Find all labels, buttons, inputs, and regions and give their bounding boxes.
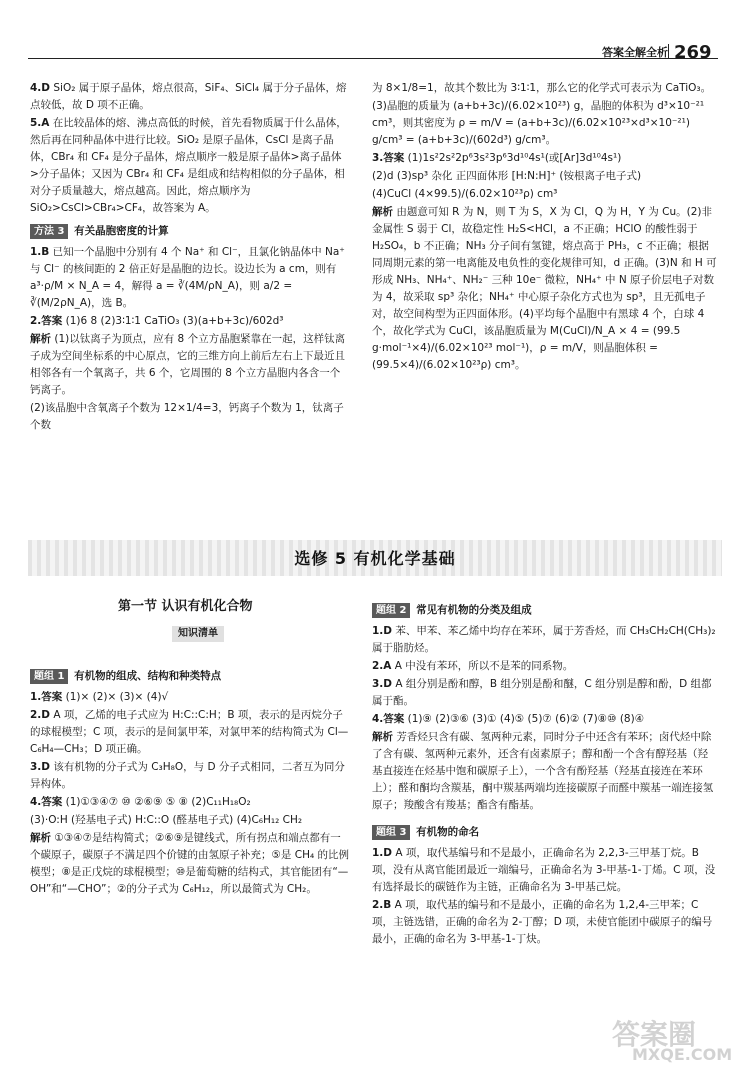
answer-text: 已知一个晶胞中分别有 4 个 Na⁺ 和 Cl⁻，且氯化钠晶体中 Na⁺ 与 Cl⁻ 的核间距的 2 倍正好是晶胞的边长。设边长为 a cm，则有 a³·ρ/M × N_A = 4，解得 a = ∛(4M/ρN_A)，则 a/2 = ∛(M/2ρN_A)，选 B。 bbox=[30, 246, 345, 309]
answer-item bbox=[372, 845, 718, 896]
answer-list bbox=[372, 80, 718, 374]
answer-item bbox=[372, 150, 718, 167]
page-header bbox=[0, 0, 750, 66]
chapter-title: 选修 5 有机化学基础 bbox=[294, 549, 456, 568]
answer-label: 1.D bbox=[372, 625, 393, 637]
header-label: 答案全解全析 bbox=[602, 46, 668, 59]
group-heading bbox=[30, 668, 350, 685]
answer-label: 1.B bbox=[30, 246, 50, 258]
answer-text: 在比较晶体的熔、沸点高低的时候，首先看物质属于什么晶体，然后再在同种晶体中进行比较。SiO₂ 是原子晶体，CsCl 是离子晶体，CBr₄ 和 CF₄ 是分子晶体，熔点顺序一般是原子晶体>离子晶体>分子晶体；又因为 CBr₄ 和 CF₄ 是组成和结构相似的分子晶体，相对分子质量越大，熔点越高。因此，熔点顺序为 SiO₂>CsCl>CBr₄>CF₄，故答案为 A。 bbox=[30, 117, 347, 214]
answer-text: (1)以钛离子为顶点，应有 8 个立方晶胞紧靠在一起，这样钛离子成为空间坐标系的中心原点，它的三维方向上前后左右上下最近且相邻各有一个氧离子，共 6 个，它周围的 8 个立方晶胞内各含一个钙离子。 bbox=[30, 333, 346, 396]
answer-item bbox=[30, 331, 350, 399]
answer-label: 2.D bbox=[30, 709, 51, 721]
section-tag: 知识清单 bbox=[172, 626, 224, 642]
answer-text: (3)·O:H (羟基电子式) H:C::O (醛基电子式) (4)C₆H₁₂ CH₂ bbox=[30, 814, 303, 826]
answer-text: A 项，取代基编号和不是最小，正确命名为 2,2,3-三甲基丁烷。B 项，没有从离官能团最近一端编号，正确命名为 3-甲基-1-丁烯。C 项，没有选择最长的碳链作为主链，正确命名为 3-甲基己烷。 bbox=[372, 847, 716, 893]
watermark-url: MXQE.COM bbox=[632, 1045, 733, 1064]
answer-text: A 中没有苯环，所以不是苯的同系物。 bbox=[394, 660, 574, 672]
method-heading bbox=[30, 223, 350, 240]
group-chip: 题组 2 bbox=[372, 603, 410, 618]
answer-text: ①③④⑦是结构简式；②⑥⑨是键线式，所有拐点和端点都有一个碳原子，碳原子不满足四个价键的由氢原子补充；⑤是 CH₄ 的比例模型；⑧是正戊烷的球棍模型；⑩是葡萄糖的结构式，其官能团有“—OH”和“—CHO”；②的分子式为 C₆H₁₂，所以最简式为 CH₂。 bbox=[30, 832, 350, 895]
group-title: 有机物的命名 bbox=[416, 826, 480, 838]
section-title: 第一节 认识有机化合物 bbox=[118, 599, 253, 614]
answer-label: 解析 bbox=[372, 206, 393, 218]
group-heading bbox=[372, 824, 718, 841]
answer-text: (1)6 8 (2)3∶1∶1 CaTiO₃ (3)(a+b+3c)/602d³ bbox=[65, 315, 284, 327]
answer-item bbox=[372, 98, 718, 149]
header-rule bbox=[28, 58, 718, 59]
answer-label: 解析 bbox=[372, 731, 393, 743]
answer-label: 1.答案 bbox=[30, 691, 63, 703]
answer-item bbox=[372, 204, 718, 374]
answer-label: 3.D bbox=[30, 761, 51, 773]
answer-item bbox=[372, 658, 718, 675]
answer-text: 芳香烃只含有碳、氢两种元素，同时分子中还含有苯环；卤代烃中除了含有碳、氢两种元素外，还含有卤素原子；醇和酚一个含有醇羟基（羟基直接连在烃基中饱和碳原子上），一个含有酚羟基（羟基直接连在苯环上）；醛和酮均含羰基，酮中羰基两端均连接碳原子而醛中羰基一端连接氢原子；羧酸含有羧基；酯含有酯基。 bbox=[372, 731, 714, 811]
group-title: 有机物的组成、结构和种类特点 bbox=[74, 670, 222, 682]
answer-text: (2)该晶胞中含氧离子个数为 12×1/4=3，钙离子个数为 1，钛离子个数 bbox=[30, 402, 344, 431]
answer-item bbox=[372, 711, 718, 728]
group-chip: 题组 3 bbox=[372, 825, 410, 840]
watermark-logo: 答案圈 bbox=[612, 1018, 697, 1051]
answer-text: (3)晶胞的质量为 (a+b+3c)/(6.02×10²³) g，晶胞的体积为 d³×10⁻²¹ cm³，则其密度为 ρ = m/V = (a+b+3c)/(6.02×10²³×d³×10⁻²¹) g/cm³ = (a+b+3c)/(602d³) g/cm³。 bbox=[372, 100, 705, 146]
answer-label: 解析 bbox=[30, 333, 51, 345]
answer-item bbox=[30, 244, 350, 312]
answer-list bbox=[372, 845, 718, 948]
answer-text: (1)× (2)× (3)× (4)√ bbox=[65, 691, 169, 703]
answer-item bbox=[372, 729, 718, 814]
group-heading bbox=[372, 602, 718, 619]
answer-item bbox=[372, 623, 718, 657]
answer-list bbox=[30, 80, 350, 217]
left-column-bottom bbox=[30, 662, 350, 1062]
answer-list bbox=[30, 689, 350, 898]
answer-item bbox=[30, 400, 350, 434]
answer-item bbox=[30, 707, 350, 758]
answer-item bbox=[372, 897, 718, 948]
answer-label: 2.B bbox=[372, 899, 392, 911]
answer-label: 1.D bbox=[372, 847, 393, 859]
group-title: 常见有机物的分类及组成 bbox=[416, 604, 532, 616]
answer-text: A 项，乙烯的电子式应为 H:C::C:H；B 项，表示的是丙烷分子的球棍模型；C 项，表示的是间氯甲苯，对氯甲苯的结构简式为 Cl—C₆H₄—CH₃；D 项正确。 bbox=[30, 709, 349, 755]
answer-item bbox=[30, 794, 350, 811]
answer-text: 该有机物的分子式为 C₃H₈O，与 D 分子式相同，二者互为同分异构体。 bbox=[30, 761, 345, 790]
group-chip: 题组 1 bbox=[30, 669, 68, 684]
answer-label: 3.答案 bbox=[372, 152, 405, 164]
answer-item bbox=[372, 80, 718, 97]
answer-label: 5.A bbox=[30, 117, 50, 129]
answer-list bbox=[372, 623, 718, 814]
answer-text: 为 8×1/8=1，故其个数比为 3∶1∶1，那么它的化学式可表示为 CaTiO₃。 bbox=[372, 82, 712, 94]
answer-text: (1)⑨ (2)③⑥ (3)① (4)⑤ (5)⑦ (6)② (7)⑧⑩ (8)④ bbox=[407, 713, 645, 725]
answer-item bbox=[30, 80, 350, 114]
answer-text: (4)CuCl (4×99.5)/(6.02×10²³ρ) cm³ bbox=[372, 188, 558, 200]
answer-label: 解析 bbox=[30, 832, 51, 844]
page-number: 269 bbox=[674, 42, 712, 63]
answer-item bbox=[30, 313, 350, 330]
right-column-top bbox=[372, 80, 718, 528]
answer-text: (2)d (3)sp³ 杂化 正四面体形 [H:N:H]⁺ (铵根离子电子式) bbox=[372, 170, 642, 182]
right-column-bottom bbox=[372, 596, 718, 1008]
answer-item bbox=[30, 830, 350, 898]
answer-label: 2.答案 bbox=[30, 315, 63, 327]
answer-text: 由题意可知 R 为 N，则 T 为 S，X 为 Cl，Q 为 H，Y 为 Cu。(2)非金属性 S 弱于 Cl，故稳定性 H₂S<HCl，a 不正确；HClO 的酸性弱于 H₂SO₄，b 不正确；NH₃ 分子间有氢键，熔点高于 PH₃，c 不正确；根据同周期元素的第一电离能及电负性的变化规律可知，d 正确。(3)N 和 H 可形成 NH₃、NH₄⁺、NH₂⁻ 三种 10e⁻ 微粒，NH₄⁺ 中 N 原子价层电子对数为 4，故采取 sp³ 杂化；NH₄⁺ 中心原子杂化方式也为 sp³，且无孤电子对，故空间构型为正四面体形。(4)平均每个晶胞中有黑球 4 个，白球 4 个，故化学式为 CuCl，该晶胞质量为 M(CuCl)/N_A × 4 = (99.5 g·mol⁻¹×4)/(6.02×10²³ mol⁻¹)，ρ = m/V，则晶胞体积 = (99.5×4)/(6.02×10²³ρ) cm³。 bbox=[372, 206, 717, 371]
header-separator bbox=[668, 44, 669, 58]
method-chip: 方法 3 bbox=[30, 224, 68, 239]
answer-label: 4.答案 bbox=[372, 713, 405, 725]
answer-item bbox=[30, 759, 350, 793]
answer-label: 4.D bbox=[30, 82, 51, 94]
answer-item bbox=[372, 186, 718, 203]
answer-item bbox=[30, 689, 350, 706]
answer-text: SiO₂ 属于原子晶体，熔点很高，SiF₄、SiCl₄ 属于分子晶体，熔点较低，故 D 项不正确。 bbox=[30, 82, 347, 111]
method-title: 有关晶胞密度的计算 bbox=[74, 225, 169, 237]
answer-item bbox=[30, 115, 350, 217]
answer-label: 2.A bbox=[372, 660, 392, 672]
answer-text: A 项，取代基的编号和不是最小，正确的命名为 1,2,4-三甲苯；C 项，主链选错，正确的命名为 2-丁醇；D 项，未使官能团中碳原子的编号最小，正确的命名为 3-甲基-1-丁炔。 bbox=[372, 899, 713, 945]
answer-label: 3.D bbox=[372, 678, 393, 690]
answer-item bbox=[372, 676, 718, 710]
answer-label: 4.答案 bbox=[30, 796, 63, 808]
answer-text: 苯、甲苯、苯乙烯中均存在苯环，属于芳香烃，而 CH₃CH₂CH(CH₃)₂ 属于脂肪烃。 bbox=[372, 625, 716, 654]
chapter-banner bbox=[28, 540, 722, 576]
answer-item bbox=[372, 168, 718, 185]
answer-item bbox=[30, 812, 350, 829]
answer-text: (1)①③④⑦ ⑩ ②⑥⑨ ⑤ ⑧ (2)C₁₁H₁₈O₂ bbox=[65, 796, 251, 808]
left-column-top bbox=[30, 80, 350, 528]
answer-text: (1)1s²2s²2p⁶3s²3p⁶3d¹⁰4s¹(或[Ar]3d¹⁰4s¹) bbox=[407, 152, 622, 164]
answer-list bbox=[30, 244, 350, 434]
answer-text: A 组分别是酚和醇，B 组分别是酚和醚，C 组分别是醇和酚，D 组都属于酯。 bbox=[372, 678, 712, 707]
